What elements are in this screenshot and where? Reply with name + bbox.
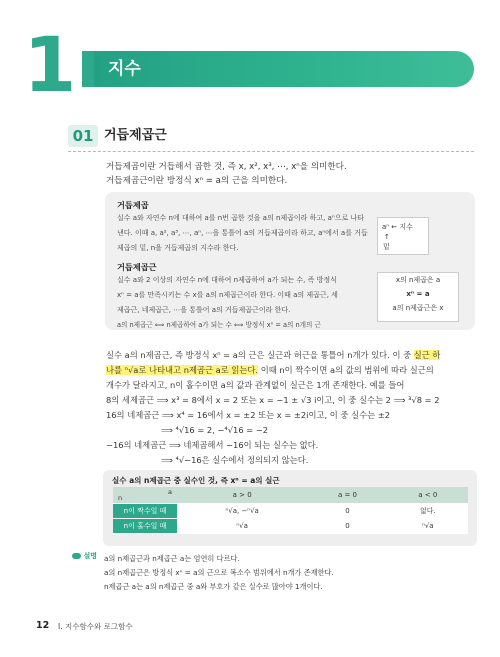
explain-badge [72, 551, 98, 563]
table-cell: 없다. [388, 504, 468, 519]
power-line-3: 제곱의 밑, n을 거듭제곱의 지수라 한다. [117, 244, 239, 252]
body-line-1a: 실수 a의 n제곱근, 즉 방정식 xⁿ = a의 근은 실근과 허근을 통틀어 n개가 있다. 이 중 [106, 350, 414, 360]
body-line-2b: 이때 n이 짝수이면 a의 값의 범위에 따라 실근의 [258, 365, 434, 375]
root-note-line-1: x의 n제곱은 a [395, 276, 441, 284]
root-note-line-2: xⁿ = a [406, 290, 430, 298]
table-col-header: a = 0 [307, 487, 387, 504]
explain-line-3: n제곱근 a는 a의 n제곱근 중 a와 부호가 같은 실수로 많아야 1개이다. [104, 582, 323, 591]
table-col-header: a > 0 [177, 487, 307, 504]
chapter-number: 1 [23, 20, 73, 109]
body-line-2 [106, 363, 434, 378]
exponent-note [377, 217, 429, 255]
section-title: 거듭제곱근 [104, 128, 167, 143]
root-title: 거듭제곱근 [117, 262, 157, 272]
table-cell: ⁿ√a [177, 519, 307, 534]
table-row [113, 504, 468, 519]
root-line-3: 제곱근, 네제곱근, ⋯을 통틀어 a의 거듭제곱근이라 한다. [117, 306, 291, 314]
table-corner-cell [113, 487, 177, 504]
body-line-8: ⟹ ⁴√−16은 실수에서 정의되지 않는다. [161, 455, 309, 465]
table-header-row [113, 487, 468, 504]
table-col-header: a < 0 [388, 487, 468, 504]
exponent-note-top: aⁿ ← 지수 [382, 223, 413, 231]
footer-chapter: I. 지수함수와 로그함수 [58, 622, 133, 631]
table-row-header: n이 짝수일 때 [113, 504, 177, 519]
table-row [113, 519, 468, 534]
corner-bottom: n [118, 494, 123, 502]
root-line-4: a의 n제곱근 ⟺ n제곱하여 a가 되는 수 ⟺ 방정식 xⁿ = a의 n개의 근 [117, 321, 321, 329]
table-row-header: n이 홀수일 때 [113, 519, 177, 534]
explain-line-2: a의 n제곱근은 방정식 xⁿ = a의 근으로 복소수 범위에서 n개가 존재한다. [104, 568, 334, 577]
real-root-table-title: 실수 a의 n제곱근 중 실수인 것, 즉 xⁿ = a의 실근 [112, 476, 280, 485]
body-line-7: −16의 네제곱근 ⟹ 네제곱해서 −16이 되는 실수는 없다. [106, 440, 319, 450]
root-line-2: xⁿ = a를 만족시키는 수 x를 a의 n제곱근이라 한다. 이때 a의 제곱근, 세 [117, 291, 338, 299]
body-line-1-highlight: 실근 하 [413, 350, 441, 360]
table-cell: 0 [307, 504, 387, 519]
table-cell: ⁿ√a [388, 519, 468, 534]
body-line-4: 8의 세제곱근 ⟹ x³ = 8에서 x = 2 또는 x = −1 ± √3 i이고, 이 중 실수는 2 ⟹ ³√8 = 2 [106, 395, 440, 405]
body-line-5: 16의 네제곱근 ⟹ x⁴ = 16에서 x = ±2 또는 x = ±2i이고, 이 중 실수는 ±2 [106, 410, 390, 420]
root-line-1: 실수 a와 2 이상의 자연수 n에 대하여 n제곱하여 a가 되는 수, 즉 방정식 [117, 276, 337, 284]
table-cell: ⁿ√a, −ⁿ√a [177, 504, 307, 519]
chapter-title-bar [94, 51, 474, 87]
explain-line-1: a의 n제곱근과 n제곱근 a는 엄연히 다르다. [104, 554, 240, 563]
section-number: 01 [68, 125, 98, 147]
power-line-2: 낸다. 이때 a, a², a³, ⋯, aⁿ, ⋯을 통틀어 a의 거듭제곱이라 하고, aⁿ에서 a를 거듭 [117, 229, 368, 237]
explain-badge-label: 설명 [83, 552, 97, 560]
root-note [377, 272, 459, 322]
power-line-1: 실수 a와 자연수 n에 대하여 a를 n번 곱한 것을 a의 n제곱이라 하고, aⁿ으로 나타 [117, 214, 364, 222]
root-note-line-3: a의 n제곱근은 x [392, 304, 444, 312]
table-cell: 0 [307, 519, 387, 534]
exponent-note-bottom: 밑 [383, 243, 390, 251]
intro-line-2: 거듭제곱근이란 방정식 xⁿ = a의 근을 의미한다. [106, 176, 288, 186]
corner-top: a [168, 488, 172, 496]
section-divider [68, 151, 474, 153]
arrow-up-icon: ↑ [384, 233, 390, 241]
real-root-table [113, 487, 468, 534]
body-line-2-highlight: 나를 ⁿ√a로 나타내고 n제곱근 a로 읽는다. [106, 365, 259, 375]
intro-line-1: 거듭제곱이란 거듭해서 곱한 것, 즉 x, x², x³, ⋯, xⁿ을 의미한다. [106, 162, 347, 172]
chapter-title: 지수 [108, 59, 141, 79]
body-line-3: 개수가 달라지고, n이 홀수이면 a의 값과 관계없이 실근은 1개 존재한다. 예를 들어 [106, 380, 405, 390]
body-line-1 [106, 348, 440, 363]
speech-bubble-icon [72, 553, 81, 559]
body-line-6: ⟹ ⁴√16 = 2, −⁴√16 = −2 [161, 425, 269, 435]
power-title: 거듭제곱 [117, 200, 149, 210]
page-number: 12 [36, 620, 50, 631]
